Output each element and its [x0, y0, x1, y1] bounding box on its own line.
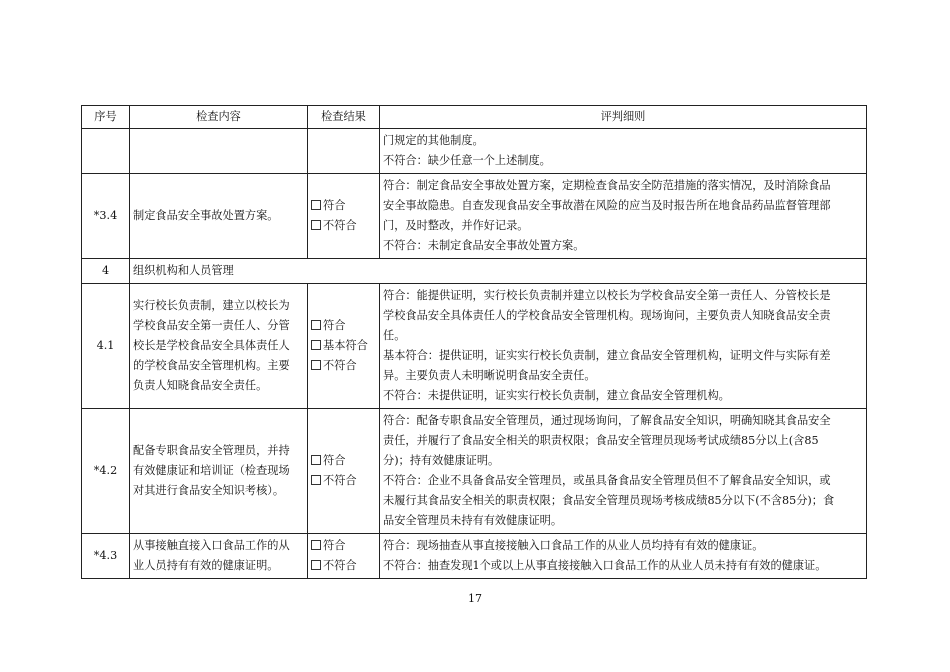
header-row	[82, 106, 867, 129]
criteria-line: 门，及时整改，并作好记录。	[383, 219, 529, 232]
content-line: 的学校食品安全管理机构。主要	[133, 359, 290, 372]
row-result	[308, 284, 380, 409]
row-result	[308, 409, 380, 534]
result-option-label: 不符合	[323, 559, 357, 572]
checkbox-icon[interactable]	[311, 360, 321, 370]
row-criteria	[380, 174, 867, 259]
checkbox-icon[interactable]	[311, 320, 321, 330]
row-content	[130, 534, 308, 579]
content-line: 从事接触直接入口食品工作的从	[133, 539, 290, 552]
row-num	[82, 129, 130, 174]
checkbox-icon[interactable]	[311, 200, 321, 210]
criteria-line: 异。主要负责人未明晰说明食品安全责任。	[383, 369, 596, 382]
content-line: 业人员持有有效的健康证明。	[133, 559, 279, 572]
row-content	[130, 174, 308, 259]
result-option-label: 不符合	[323, 359, 357, 372]
criteria-line: 未履行其食品安全相关的职责权限；食品安全管理员现场考核成绩85分以下(不含85分)；食	[383, 494, 835, 507]
result-option[interactable]	[311, 216, 376, 236]
row-result	[308, 129, 380, 174]
criteria-line: 符合：配备专职食品安全管理员，通过现场询问，了解食品安全知识，明确知晓其食品安全	[383, 414, 831, 427]
row-num: *4.2	[82, 409, 130, 534]
result-option[interactable]	[311, 536, 376, 556]
row-num: 4.1	[82, 284, 130, 409]
result-option-label: 符合	[323, 539, 346, 552]
checkbox-icon[interactable]	[311, 475, 321, 485]
section-title: 组织机构和人员管理	[130, 259, 867, 284]
inspection-table	[81, 105, 867, 579]
row-criteria	[380, 409, 867, 534]
criteria-line: 责任，并履行了食品安全相关的职责权限；食品安全管理员现场考试成绩85分以上(含85	[383, 434, 819, 447]
table-row	[82, 174, 867, 259]
row-criteria	[380, 534, 867, 579]
page-number: 17	[468, 592, 482, 605]
checkbox-icon[interactable]	[311, 455, 321, 465]
header-criteria: 评判细则	[380, 106, 867, 129]
checkbox-icon[interactable]	[311, 540, 321, 550]
row-num: *4.3	[82, 534, 130, 579]
content-line: 校长是学校食品安全具体责任人	[133, 339, 290, 352]
result-option[interactable]	[311, 336, 376, 356]
criteria-line: 品安全管理员未持有有效健康证明。	[383, 514, 563, 527]
row-result	[308, 174, 380, 259]
criteria-line: 学校食品安全具体责任人的学校食品安全管理机构。现场询问，主要负责人知晓食品安全责	[383, 309, 831, 322]
criteria-line: 符合：能提供证明，实行校长负责制并建立以校长为学校食品安全第一责任人、分管校长是	[383, 289, 831, 302]
result-option-label: 符合	[323, 454, 346, 467]
content-line: 学校食品安全第一责任人、分管	[133, 319, 290, 332]
content-line: 有效健康证和培训证（检查现场	[133, 464, 290, 477]
header-content: 检查内容	[130, 106, 308, 129]
result-option-label: 不符合	[323, 474, 357, 487]
criteria-line: 基本符合：提供证明，证实实行校长负责制，建立食品安全管理机构，证明文件与实际有差	[383, 349, 831, 362]
row-content	[130, 129, 308, 174]
result-option-label: 符合	[323, 199, 346, 212]
row-content	[130, 284, 308, 409]
criteria-line: 不符合：未制定食品安全事故处置方案。	[383, 239, 585, 252]
criteria-line: 不符合：企业不具备食品安全管理员，或虽具备食品安全管理员但不了解食品安全知识，或	[383, 474, 831, 487]
result-option[interactable]	[311, 471, 376, 491]
result-option[interactable]	[311, 556, 376, 576]
table-row	[82, 534, 867, 579]
result-option[interactable]	[311, 451, 376, 471]
checkbox-icon[interactable]	[311, 220, 321, 230]
checkbox-icon[interactable]	[311, 340, 321, 350]
content-line: 负责人知晓食品安全责任。	[133, 379, 268, 392]
result-option[interactable]	[311, 356, 376, 376]
result-option[interactable]	[311, 316, 376, 336]
checkbox-icon[interactable]	[311, 560, 321, 570]
row-criteria	[380, 284, 867, 409]
content-line: 制定食品安全事故处置方案。	[133, 209, 279, 222]
section-row	[82, 259, 867, 284]
table-row	[82, 409, 867, 534]
criteria-line: 不符合：未提供证明，证实实行校长负责制，建立食品安全管理机构。	[383, 389, 730, 402]
row-num: *3.4	[82, 174, 130, 259]
criteria-line: 符合：现场抽查从事直接接触入口食品工作的从业人员均持有有效的健康证。	[383, 539, 764, 552]
criteria-line: 不符合：抽查发现1个或以上从事直接接触入口食品工作的从业人员未持有有效的健康证。	[383, 559, 827, 572]
content-line: 配备专职食品安全管理员，并持	[133, 444, 290, 457]
table-row	[82, 129, 867, 174]
criteria-line: 不符合：缺少任意一个上述制度。	[383, 154, 551, 167]
header-num: 序号	[82, 106, 130, 129]
row-content	[130, 409, 308, 534]
criteria-line: 符合：制定食品安全事故处置方案，定期检查食品安全防范措施的落实情况，及时消除食品	[383, 179, 831, 192]
criteria-line: 门规定的其他制度。	[383, 134, 484, 147]
result-option[interactable]	[311, 196, 376, 216]
row-criteria	[380, 129, 867, 174]
result-option-label: 基本符合	[323, 339, 368, 352]
criteria-line: 任。	[383, 329, 406, 342]
criteria-line: 分)；持有效健康证明。	[383, 454, 500, 467]
row-result	[308, 534, 380, 579]
result-option-label: 不符合	[323, 219, 357, 232]
table-row	[82, 284, 867, 409]
result-option-label: 符合	[323, 319, 346, 332]
content-line: 实行校长负责制，建立以校长为	[133, 299, 290, 312]
header-result: 检查结果	[308, 106, 380, 129]
content-line: 对其进行食品安全知识考核）。	[133, 484, 285, 497]
criteria-line: 安全事故隐患。自查发现食品安全事故潜在风险的应当及时报告所在地食品药品监督管理部	[383, 199, 831, 212]
row-num: 4	[82, 259, 130, 284]
